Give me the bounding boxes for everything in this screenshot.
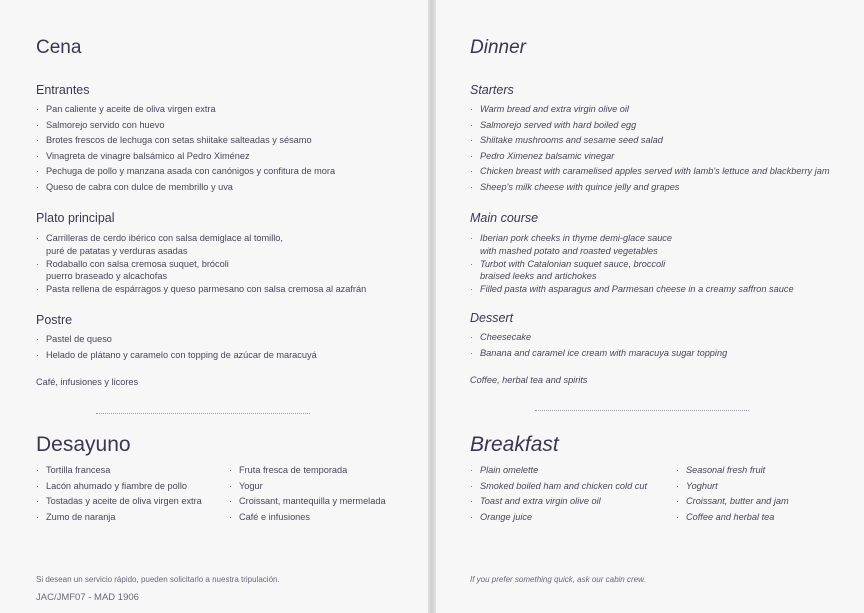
starters-list-en <box>470 102 830 195</box>
list-item: · Pechuga de pollo y manzana asada con canónigos y confitura de mora <box>36 164 335 180</box>
list-item: · Brotes frescos de lechuga con setas shiitake salteadas y sésamo <box>36 133 335 149</box>
list-item: · Toast and extra virgin olive oil <box>470 494 647 510</box>
list-item: · Filled pasta with asparagus and Parmesan cheese in a creamy saffron sauce <box>470 282 794 298</box>
list-item: · Tortilla francesa <box>36 463 202 479</box>
list-item: · Fruta fresca de temporada <box>229 463 386 479</box>
footer-note-en: If you prefer something quick, ask our cabin crew. <box>470 575 646 584</box>
main-heading-es: Plato principal <box>36 211 115 225</box>
list-item: · Banana and caramel ice cream with maracuya sugar topping <box>470 346 727 362</box>
drinks-en: Coffee, herbal tea and spirits <box>470 375 588 385</box>
breakfast-list-en-col2 <box>676 463 789 525</box>
starters-list-es <box>36 102 335 195</box>
main-list-en <box>470 231 794 298</box>
list-item: · Helado de plátano y caramelo con topping de azúcar de maracuyá <box>36 348 317 364</box>
list-item: · Pan caliente y aceite de oliva virgen extra <box>36 102 335 118</box>
page-gutter <box>428 0 436 613</box>
breakfast-list-es-col1 <box>36 463 202 525</box>
list-item: · Café e infusiones <box>229 510 386 526</box>
divider <box>96 413 310 414</box>
list-item: · Rodaballo con salsa cremosa suquet, brócoli puerro braseado y alcachofas <box>36 257 366 283</box>
list-item: · Yoghurt <box>676 479 789 495</box>
starters-heading-es: Entrantes <box>36 83 90 97</box>
list-item: · Shiitake mushrooms and sesame seed salad <box>470 133 830 149</box>
dessert-list-en <box>470 330 727 361</box>
dessert-heading-es: Postre <box>36 313 73 327</box>
list-item: · Iberian pork cheeks in thyme demi-glace sauce with mashed potato and roasted vegetables <box>470 231 794 257</box>
list-item: · Zumo de naranja <box>36 510 202 526</box>
menu-code: JAC/JMF07 - MAD 1906 <box>36 592 139 603</box>
list-item: · Pastel de queso <box>36 332 317 348</box>
list-item: · Carrilleras de cerdo ibérico con salsa demiglace al tomillo, puré de patatas y verduras asadas <box>36 231 366 257</box>
list-item: · Yogur <box>229 479 386 495</box>
list-item: · Turbot with Catalonian suquet sauce, broccoli braised leeks and artichokes <box>470 257 794 283</box>
list-item: · Coffee and herbal tea <box>676 510 789 526</box>
list-item: · Croissant, butter and jam <box>676 494 789 510</box>
dinner-title-es: Cena <box>36 37 82 58</box>
list-item: · Pedro Ximenez balsamic vinegar <box>470 149 830 165</box>
list-item: · Cheesecake <box>470 330 727 346</box>
list-item: · Sheep's milk cheese with quince jelly and grapes <box>470 180 830 196</box>
list-item: · Tostadas y aceite de oliva virgen extra <box>36 494 202 510</box>
list-item: · Seasonal fresh fruit <box>676 463 789 479</box>
breakfast-list-es-col2 <box>229 463 386 525</box>
dinner-title-en: Dinner <box>470 37 526 58</box>
footer-note-es: Si desean un servicio rápido, pueden solicitarlo a nuestra tripulación. <box>36 575 280 584</box>
main-heading-en: Main course <box>470 211 539 225</box>
breakfast-title-en: Breakfast <box>470 433 559 456</box>
list-item: · Vinagreta de vinagre balsámico al Pedro Ximénez <box>36 149 335 165</box>
list-item: · Smoked boiled ham and chicken cold cut <box>470 479 647 495</box>
list-item: · Salmorejo servido con huevo <box>36 118 335 134</box>
list-item: · Plain omelette <box>470 463 647 479</box>
drinks-es: Café, infusiones y licores <box>36 377 139 387</box>
dessert-list-es <box>36 332 317 363</box>
list-item: · Chicken breast with caramelised apples served with lamb's lettuce and blackberry jam <box>470 164 830 180</box>
list-item: · Pasta rellena de espárragos y queso parmesano con salsa cremosa al azafrán <box>36 282 366 298</box>
breakfast-list-en-col1 <box>470 463 647 525</box>
list-item: · Salmorejo served with hard boiled egg <box>470 118 830 134</box>
divider <box>535 410 749 411</box>
breakfast-title-es: Desayuno <box>36 433 131 456</box>
list-item: · Lacón ahumado y fiambre de pollo <box>36 479 202 495</box>
list-item: · Croissant, mantequilla y mermelada <box>229 494 386 510</box>
dessert-heading-en: Dessert <box>470 311 514 325</box>
main-list-es <box>36 231 366 298</box>
list-item: · Queso de cabra con dulce de membrillo y uva <box>36 180 335 196</box>
list-item: · Warm bread and extra virgin olive oil <box>470 102 830 118</box>
list-item: · Orange juice <box>470 510 647 526</box>
starters-heading-en: Starters <box>470 83 514 97</box>
